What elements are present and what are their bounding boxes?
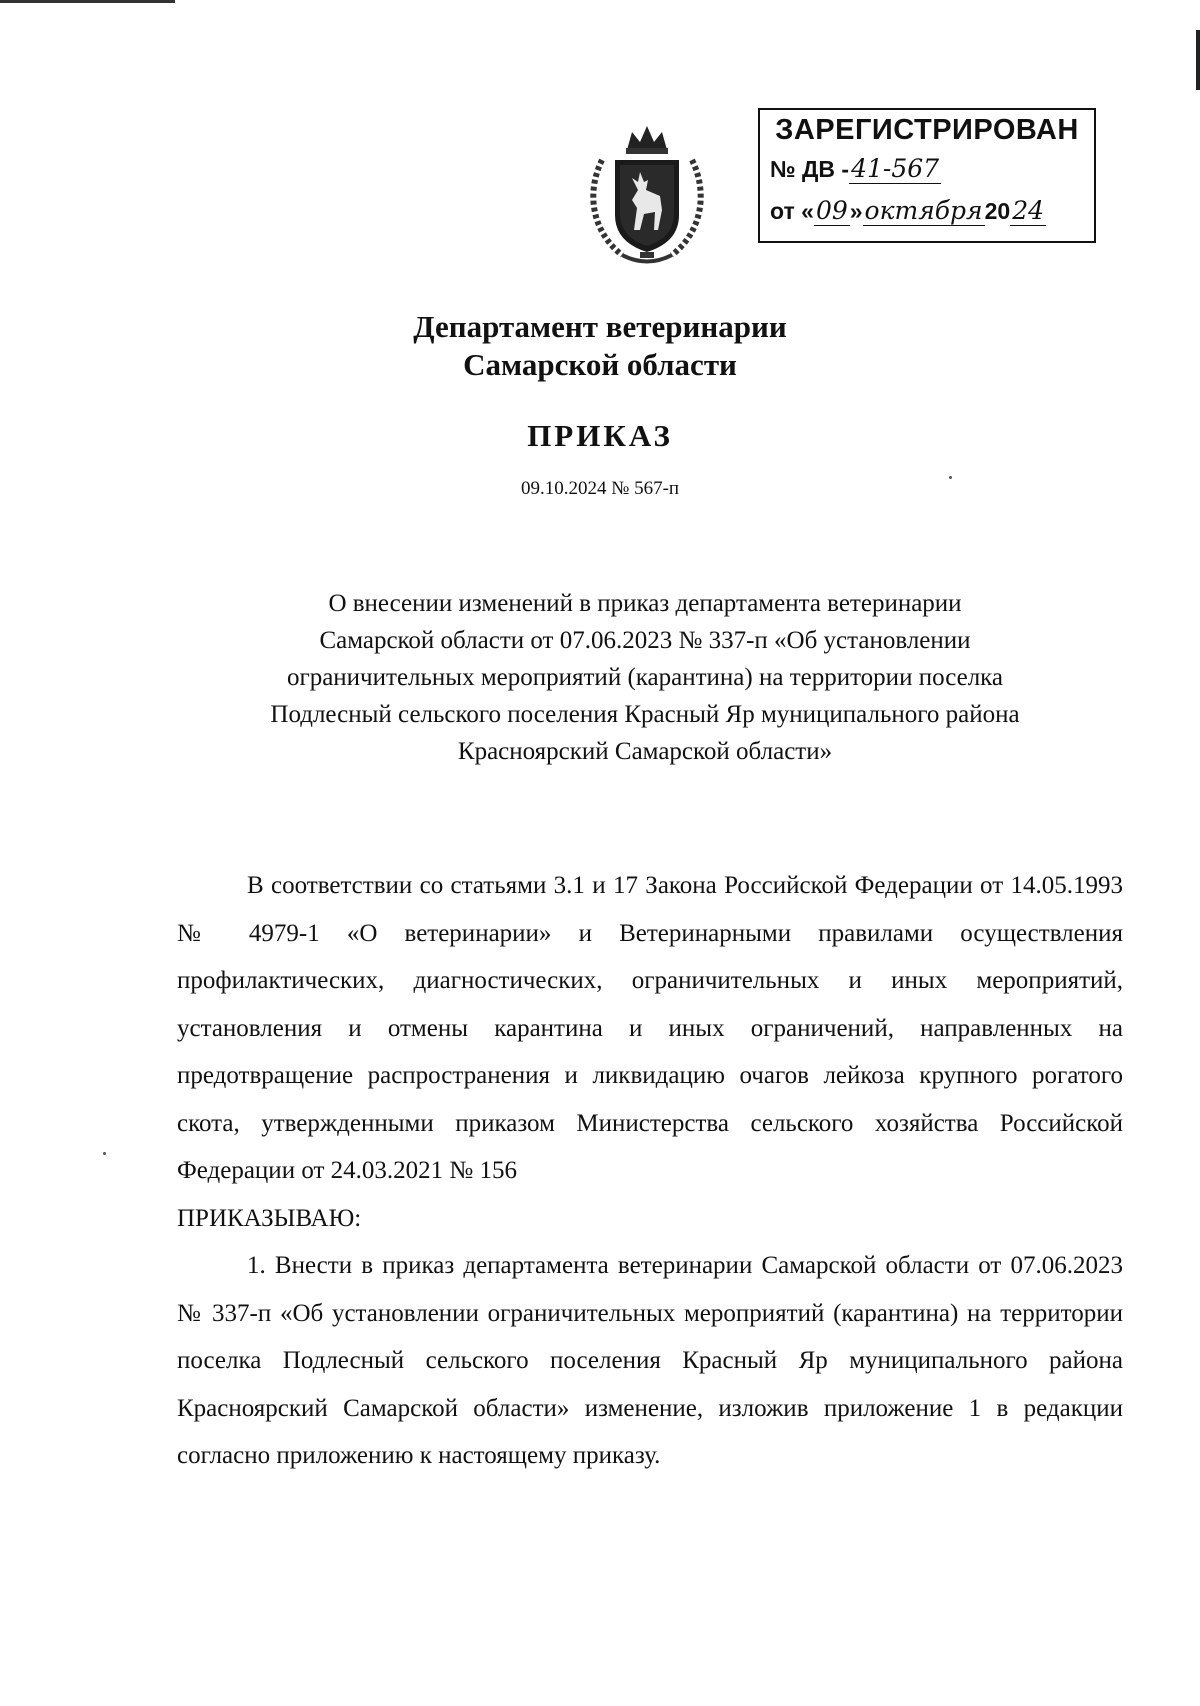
preamble-paragraph: В соответствии со статьями 3.1 и 17 Закона Российской Федерации от 14.05.1993 № 4979-1 «О ветеринарии» и Ветеринарными правилами осуществления профилактических, диагностических, ограничительных и иных мероприятий, установления и отмены карантина и иных ограничений, направленных на предотвращение распространения и ликвидацию очагов лейкоза крупного рогатого скота, утвержденными приказом Министерства сельского хозяйства Российской Федерации от 24.03.2021 № 156 <box>177 872 1123 1184</box>
order-word: ПРИКАЗЫВАЮ: <box>177 1204 362 1232</box>
stamp-number-label: № ДВ - <box>770 156 850 182</box>
title-line: Подлесный сельского поселения Красный Яр муниципального района <box>270 701 1020 728</box>
scan-speck <box>103 1152 106 1155</box>
stamp-date-year-prefix: 20 <box>984 198 1011 224</box>
document-number: 09.10.2024 № 567-п <box>520 478 680 499</box>
document-type: ПРИКАЗ <box>527 418 673 453</box>
scan-edge-top <box>0 0 175 3</box>
stamp-date-day: 09 <box>815 196 848 225</box>
coat-of-arms-icon <box>582 120 712 270</box>
stamp-title: ЗАРЕГИСТРИРОВАН <box>775 114 1079 146</box>
title-line: ограничительных мероприятий (карантина) на территории поселка <box>286 664 1004 691</box>
stamp-date-mid: » <box>849 198 863 224</box>
registration-stamp <box>758 108 1096 243</box>
stamp-date-month: октября <box>864 196 983 225</box>
document-body <box>177 862 1123 1480</box>
stamp-date-prefix: от « <box>770 198 814 224</box>
stamp-number-value: 41-567 <box>851 154 940 183</box>
stamp-date-line <box>770 196 1086 225</box>
department-line-2: Самарской области <box>463 347 737 382</box>
department-line-1: Департамент ветеринарии <box>413 309 787 344</box>
stamp-number-line <box>770 154 1086 183</box>
title-line: О внесении изменений в приказ департамента ветеринарии <box>328 590 962 617</box>
title-line: Красноярский Самарской области» <box>457 738 833 765</box>
order-item-1: 1. Внести в приказ департамента ветеринарии Самарской области от 07.06.2023 № 337-п «Об установлении ограничительных мероприятий (карантина) на территории поселка Подлесный сельского поселения Красный Яр муниципального района Красноярский Самарской области» изменение, изложив приложение 1 в редакции согласно приложению к настоящему приказу. <box>177 1252 1123 1469</box>
title-line: Самарской области от 07.06.2023 № 337-п «Об установлении <box>319 627 971 654</box>
scan-edge-right <box>1196 30 1200 90</box>
document-title <box>160 585 1130 770</box>
department-name <box>0 308 1200 384</box>
stamp-date-year: 24 <box>1012 196 1045 225</box>
scan-speck <box>949 476 952 479</box>
